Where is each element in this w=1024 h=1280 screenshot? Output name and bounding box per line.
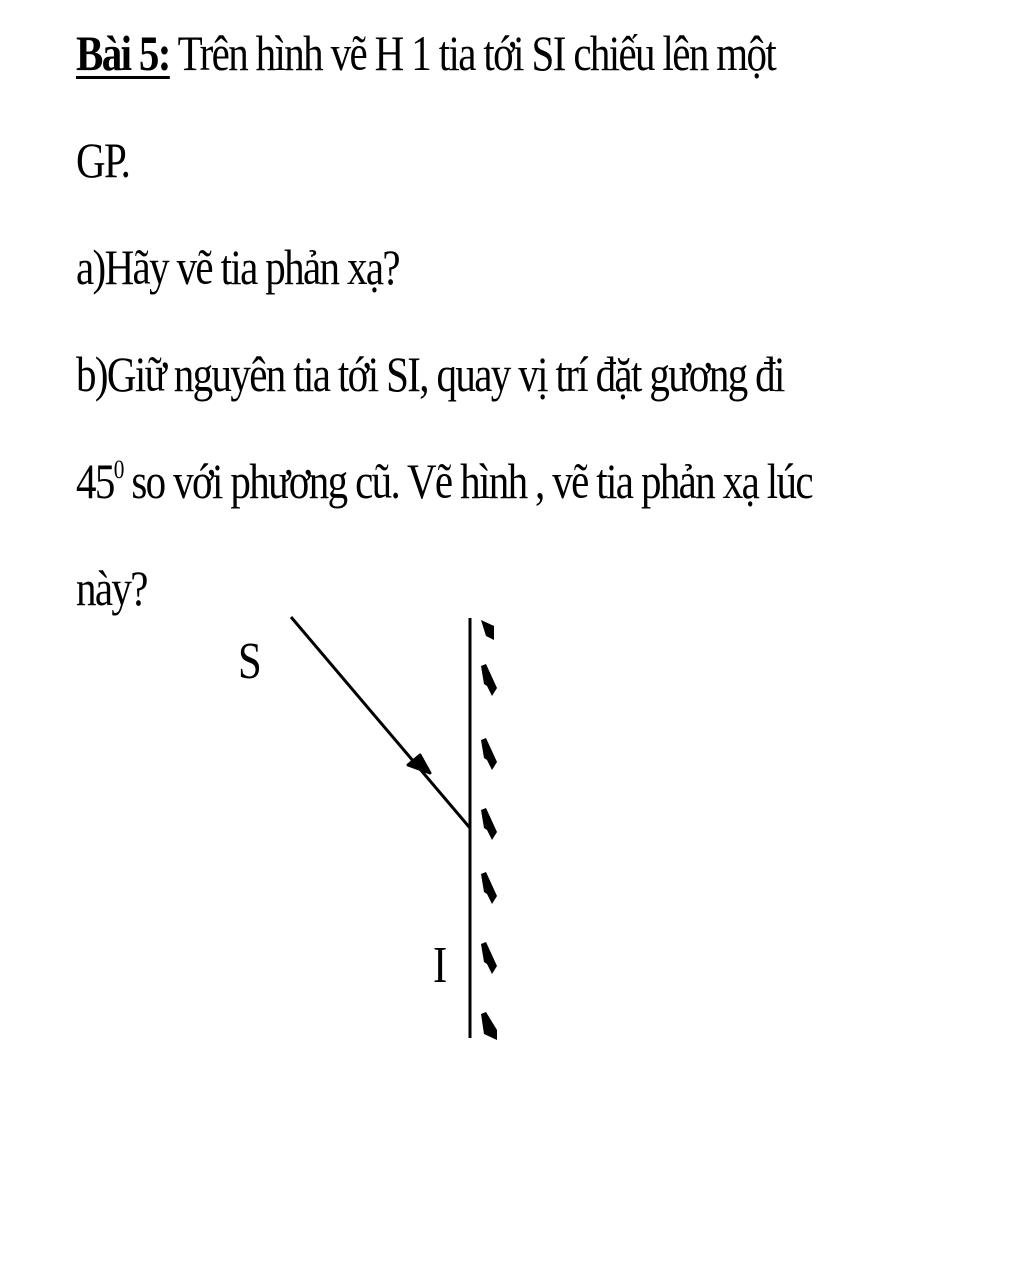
hatch-mark (481, 620, 494, 640)
question-b-line-3: này? (76, 560, 147, 616)
hatch-mark (481, 738, 497, 770)
exercise-title: Bài 5: (76, 25, 170, 81)
hatch-mark (481, 942, 497, 974)
degree-superscript: 0 (113, 455, 123, 484)
mirror-hatching (481, 620, 497, 1040)
angle-value: 45 (76, 453, 114, 509)
label-i: I (433, 937, 448, 995)
problem-text-line-1: Trên hình vẽ H 1 tia tới SI chiếu lên một (169, 25, 776, 81)
hatch-mark (481, 808, 497, 840)
hatch-mark (481, 664, 497, 696)
question-b-text: so với phương cũ. Vẽ hình , vẽ tia phản xạ lúc (122, 453, 812, 509)
hatch-mark (481, 1012, 497, 1040)
problem-line-2: GP. (76, 132, 130, 188)
label-s: S (238, 633, 262, 691)
incident-ray (291, 617, 470, 828)
question-a: a)Hãy vẽ tia phản xạ? (76, 239, 399, 295)
question-b-line-1: b)Giữ nguyên tia tới SI, quay vị trí đặt gương đi (76, 346, 784, 402)
hatch-mark (481, 872, 497, 904)
